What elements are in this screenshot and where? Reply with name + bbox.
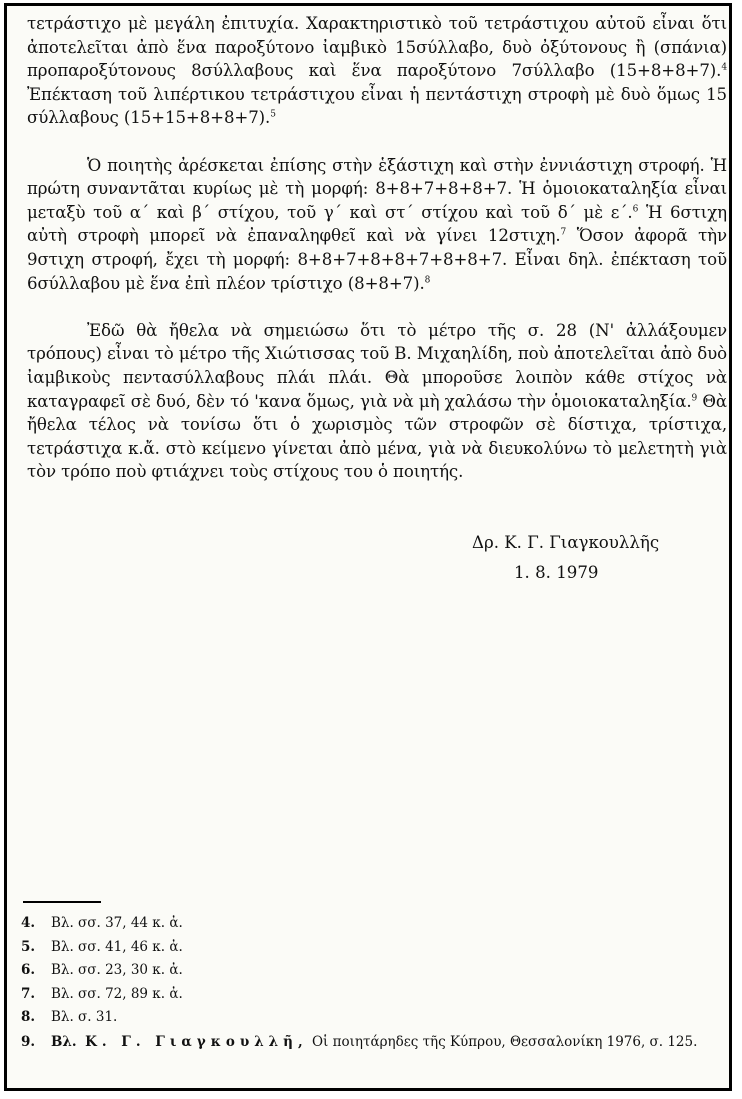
footnotes-list bbox=[21, 912, 733, 1051]
paragraph-1-text: τετράστιχο μὲ μεγάλη ἐπιτυχία. Χαρακτηριστικὸ τοῦ τετράστιχου αὐτοῦ εἶναι ὅτι ἀποτελεῖται ἀπὸ ἕνα παροξύτονο ἰαμβικὸ 15σύλλαβο, δυὸ ὀξύτονους ἢ (σπάνια) προπαροξύτονους 8σύλλαβους καὶ ἕνα παροξύτονο 7σύλλαβο (15+8+8+7). bbox=[27, 14, 727, 81]
footnote-text: Βλ. σσ. 72, 89 κ. ἀ. bbox=[51, 985, 183, 1002]
paragraph-3 bbox=[27, 319, 727, 484]
paragraph-2-text-c: Ὅσον ἀφορᾶ τὴν 9στιχη στροφή, ἔχει τὴ μορφή: 8+8+7+8+8+7+8+8+7. Εἶναι δηλ. ἐπέκταση τοῦ 6σύλλαβου μὲ ἕνα ἐπὶ πλέον τρίστιχο (8+8+7). bbox=[27, 226, 727, 293]
footnote-number: 5. bbox=[21, 938, 36, 955]
footnote-text: Βλ. σσ. 23, 30 κ. ἀ. bbox=[51, 962, 183, 978]
main-text bbox=[27, 12, 727, 507]
footnote-author: Κ. Γ. Γιαγκουλλῆ, bbox=[85, 1033, 308, 1050]
footnote-8 bbox=[21, 1006, 733, 1030]
paragraph-3-text-a: Ἐδῶ θὰ ἤθελα νὰ σημειώσω ὅτι τὸ μέτρο τῆς σ. 28 (Ν' ἀλλάξουμεν τρόπους) εἶναι τὸ μέτρο τῆς Χιώτισσας τοῦ Β. Μιχαηλίδη, ποὺ ἀποτελεῖται ἀπὸ δυὸ ἰαμβικοὺς πεντασύλλαβους πλάι πλάι. Θὰ μποροῦσε λοιπὸν κάθε στίχος νὰ καταγραφεῖ σὲ δυό, δὲν τό 'κανα ὅμως, γιὰ νὰ μὴ χαλάσω τὴν ὁμοιοκαταληξία. bbox=[27, 320, 727, 411]
footnote-prefix: Βλ. bbox=[51, 1033, 77, 1050]
footnote-number: 9. bbox=[21, 1033, 36, 1050]
footnote-ref-8: 8 bbox=[424, 275, 431, 285]
footnote-7 bbox=[21, 983, 733, 1007]
signature-date: 1. 8. 1979 bbox=[514, 563, 599, 582]
footnote-4 bbox=[21, 912, 733, 936]
paragraph-3-text-b: Θὰ ἤθελα τέλος νὰ τονίσω ὅτι ὁ χωρισμὸς τῶν στροφῶν σὲ δίστιχα, τρίστιχα, τετράστιχα κ.ἄ. στὸ κείμενο γίνεται ἀπὸ μένα, γιὰ νὰ διευκολύνω τὸ μελετητὴ γιὰ τὸν τρόπο ποὺ φτιάχνει τοὺς στίχους του ὁ ποιητής. bbox=[27, 391, 727, 482]
footnote-text: Βλ. σσ. 37, 44 κ. ἀ. bbox=[51, 915, 183, 931]
paragraph-2-text-b: Ἡ 6στιχη αὐτὴ στροφὴ μπορεῖ νὰ ἐπαναληφθεῖ καὶ νὰ γίνει 12στιχη. bbox=[27, 202, 727, 246]
footnote-number: 4. bbox=[21, 915, 36, 931]
signature-block bbox=[472, 528, 712, 588]
footnote-number: 8. bbox=[21, 1009, 36, 1025]
footnote-divider bbox=[23, 901, 101, 903]
footnote-ref-6: 6 bbox=[632, 204, 639, 215]
footnote-number: 7. bbox=[21, 985, 36, 1002]
footnote-citation: Οἱ ποιητάρηδες τῆς Κύπρου, Θεσσαλονίκη 1976, σ. 125. bbox=[307, 1033, 698, 1050]
paragraph-2 bbox=[27, 154, 727, 296]
footnote-ref-4: 4 bbox=[721, 62, 727, 73]
footnote-ref-5: 5 bbox=[270, 109, 276, 120]
footnote-text: Βλ. σ. 31. bbox=[51, 1009, 118, 1025]
footnote-ref-9: 9 bbox=[691, 392, 698, 403]
paragraph-2-text-a: Ὁ ποιητὴς ἀρέσκεται ἐπίσης στὴν ἑξάστιχη καὶ στὴν ἐννιάστιχη στροφή. Ἡ πρώτη συναντᾶται κυρίως μὲ τὴ μορφή: 8+8+7+8+8+7. Ἡ ὁμοιοκαταληξία εἶναι μεταξὺ τοῦ α΄ καὶ β΄ στίχου, τοῦ γ΄ καὶ στ΄ στίχου καὶ τοῦ δ΄ μὲ ε΄. bbox=[27, 155, 727, 222]
footnote-5 bbox=[21, 936, 733, 960]
paragraph-1-text-cont: Ἐπέκταση τοῦ λιπέρτικου τετράστιχου εἶναι ἡ πεντάστιχη στροφὴ μὲ δυὸ ὅμως 15 σύλλαβους (15+15+8+8+7). bbox=[27, 84, 727, 128]
footnote-text bbox=[51, 1034, 733, 1051]
author-name: Δρ. Κ. Γ. Γιαγκουλλῆς bbox=[472, 533, 660, 552]
paragraph-1 bbox=[27, 12, 727, 130]
document-page bbox=[4, 3, 732, 1091]
footnote-6 bbox=[21, 959, 733, 983]
footnote-9 bbox=[21, 1034, 733, 1051]
footnote-ref-7: 7 bbox=[560, 227, 567, 238]
footnote-text: Βλ. σσ. 41, 46 κ. ἀ. bbox=[51, 938, 183, 955]
footnote-number: 6. bbox=[21, 962, 36, 978]
